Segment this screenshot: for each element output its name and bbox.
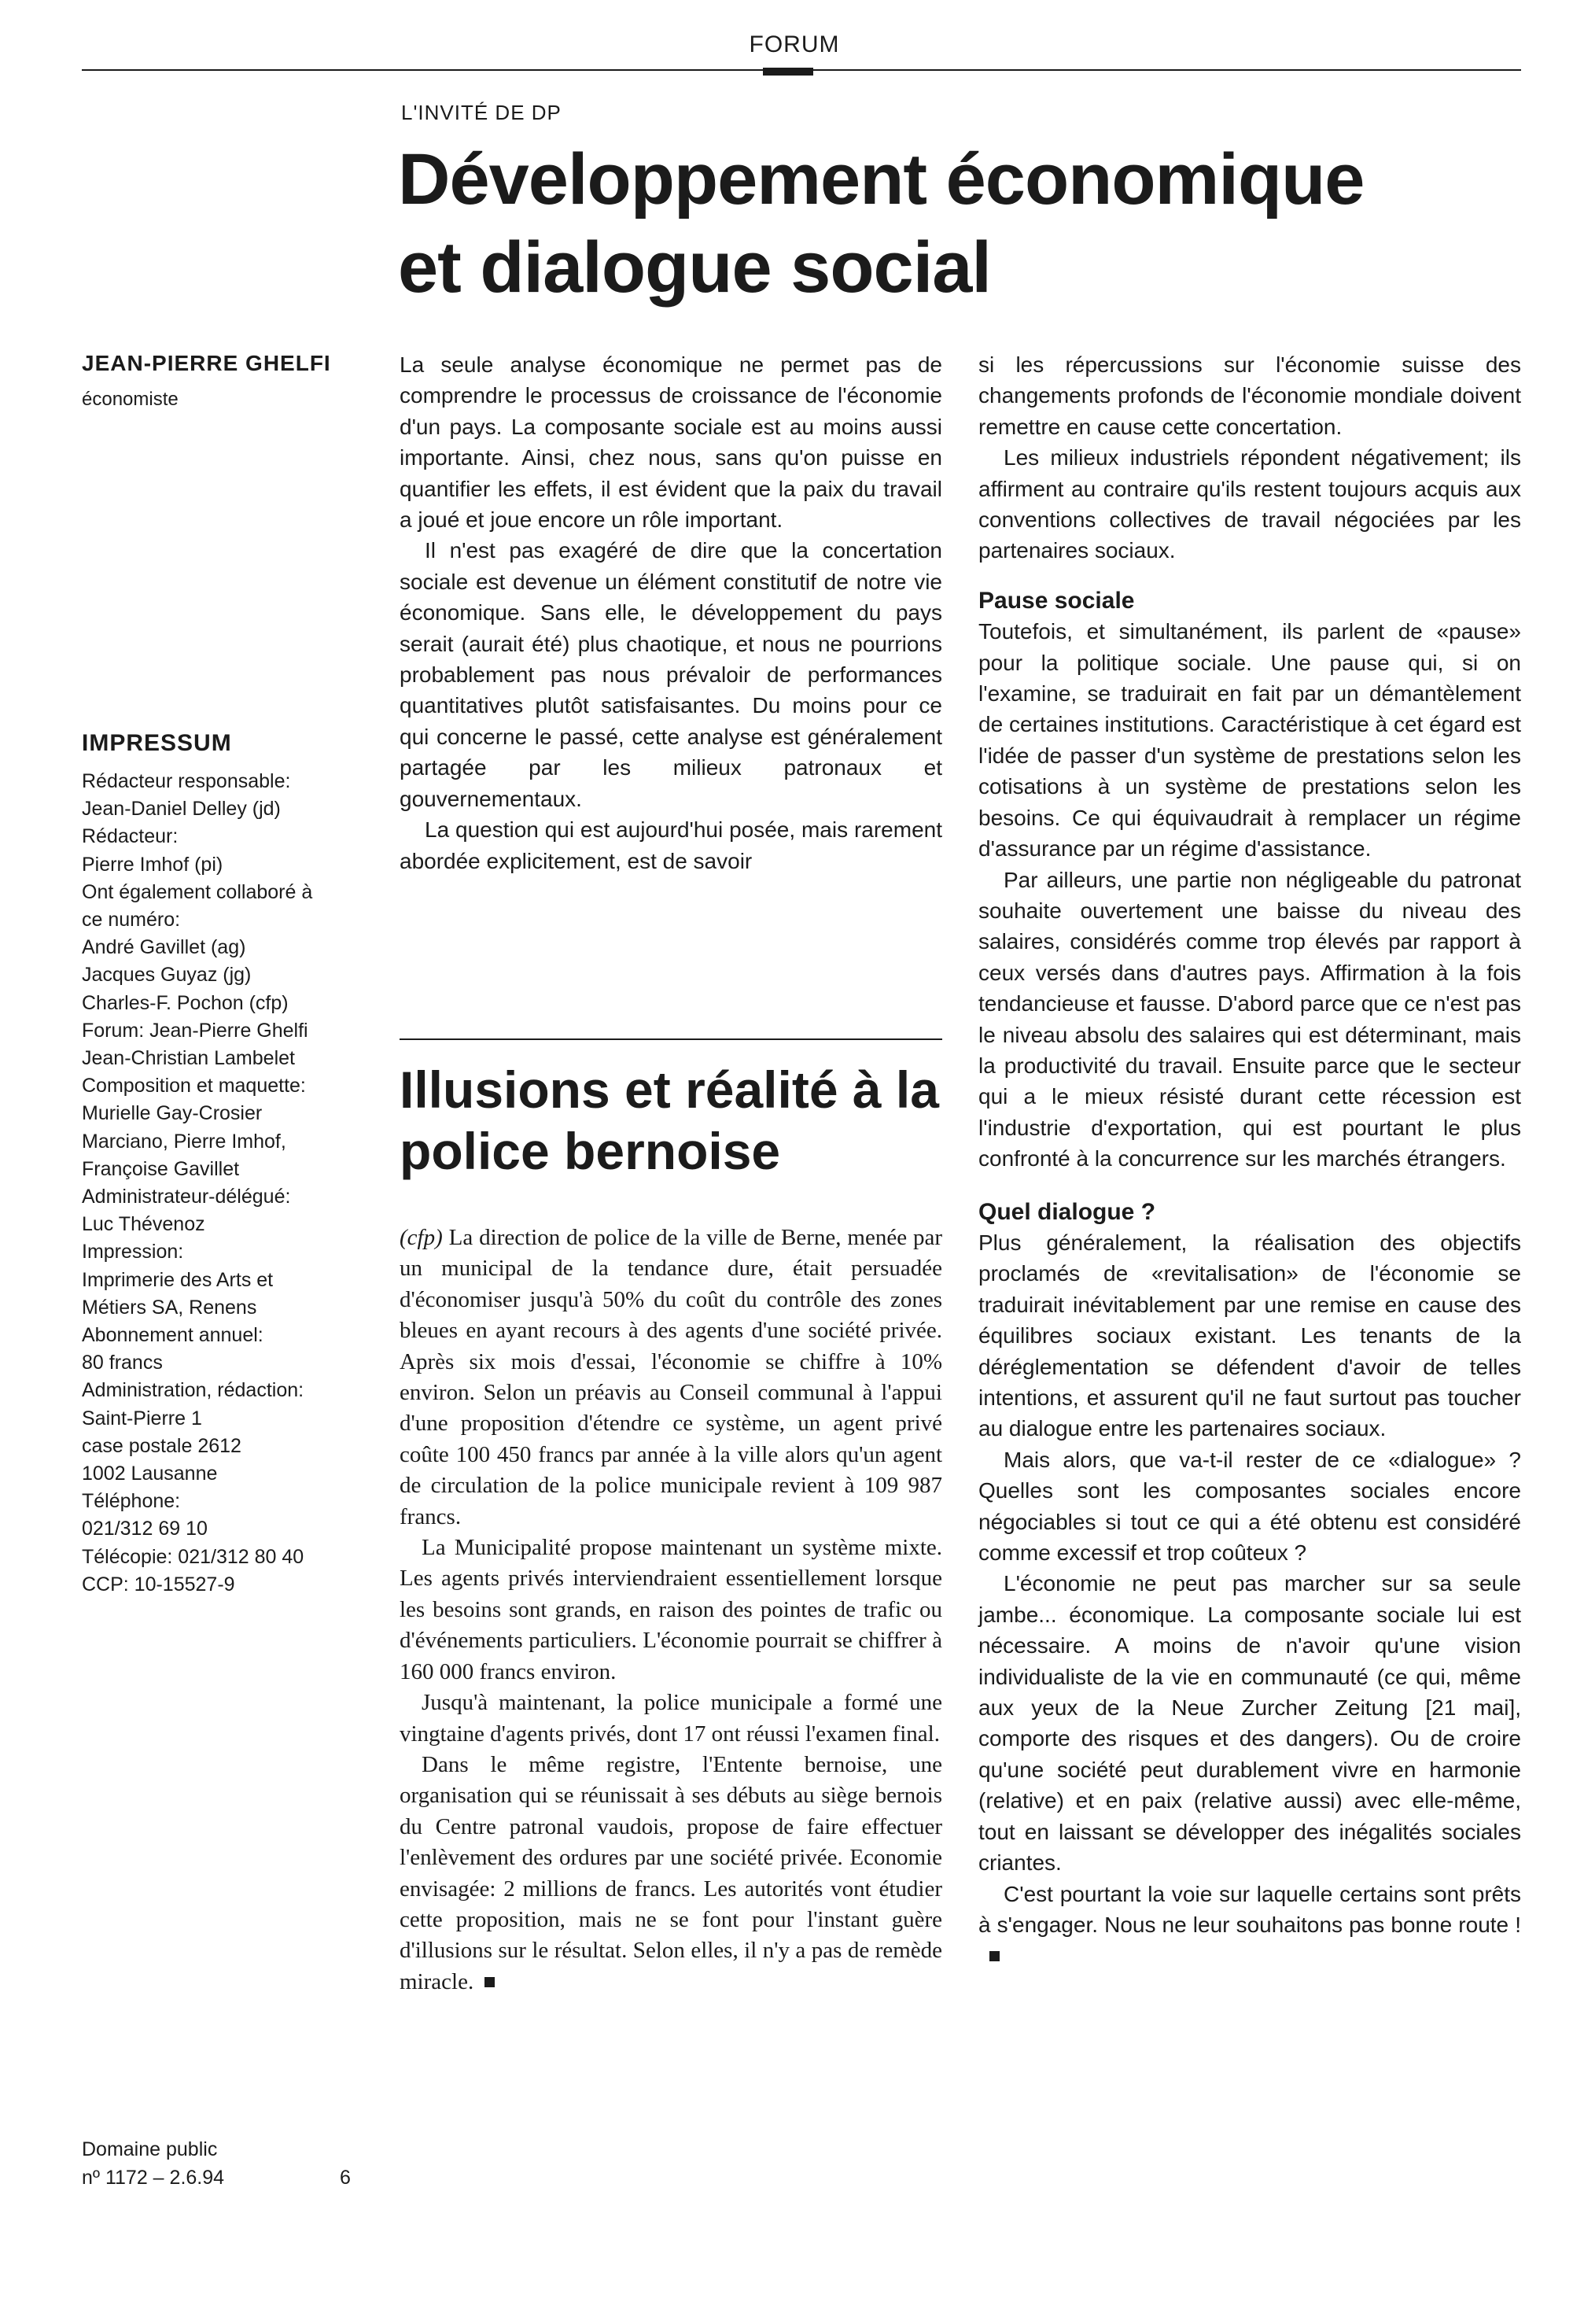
impressum-line: Luc Thévenoz	[82, 1213, 205, 1236]
paragraph-text: La direction de police de la ville de Berne, menée par un municipal de la tendance dure, était persuadée d'économiser jusqu'à 50% du coût du contrôle des zones bleues en ayant recours à des agents d'une société privée. Après six mois d'essai, l'économie se chiffre à 10% environ. Selon un préavis au Conseil communal à l'appui d'une proposition d'étendre ce système, un agent privé coûte 100 450 francs par année à la ville alors qu'un agent de circulation de la police municipale revient à 109 987 francs.	[400, 1225, 942, 1529]
paragraph: Par ailleurs, une partie non négligeable du patronat souhaite ouvertement une baisse du niveau des salaires, considérés comme trop élevés par rapport à ceux versés dans d'autres pays. Affirmation à la fois tendancieuse et fausse. D'abord parce que ce n'est pas le niveau absolu des salaires qui est déterminant, mais la productivité du travail. Ensuite parce que le secteur qui a le mieux résisté durant cette récession est l'industrie d'exportation, qui est pourtant le plus confronté à la concurrence sur les marchés étrangers.	[978, 867, 1521, 1171]
impressum-line: 80 francs	[82, 1352, 163, 1374]
impressum-line: Françoise Gavillet	[82, 1157, 240, 1180]
paragraph: L'économie ne peut pas marcher sur sa seule jambe... économique. La composante sociale lui est nécessaire. A moins de n'avoir qu'une vision individualiste de la vie en communauté (ce qui, même aux yeux de la Neue Zurcher Zeitung [21 mai], comporte des risques et des dangers). Ou de croire qu'une société peut durablement vivre en harmonie (relative) et en paix (relative aussi) avec elle-même, tout en laissant se développer des inégalités sociales criantes.	[978, 1571, 1521, 1876]
paragraph: La Municipalité propose maintenant un système mixte. Les agents privés interviendraient essentiellement lorsque les besoins sont grands, en raison des pointes de trafic ou d'événements particuliers. L'économie pourrait se chiffrer à 160 000 francs environ.	[400, 1535, 942, 1684]
footer-issue: nº 1172 – 2.6.94	[82, 2167, 225, 2189]
impressum-line: Jean-Daniel Delley (jd)	[82, 798, 281, 821]
paragraph	[400, 1223, 942, 1533]
paragraph: Jusqu'à maintenant, la police municipale a formé une vingtaine d'agents privés, dont 17 ont réussi l'examen final.	[400, 1690, 942, 1747]
section-divider	[400, 1038, 942, 1040]
impressum-line: Administration, rédaction:	[82, 1379, 304, 1402]
article-title: Développement économique et dialogue social	[398, 139, 1365, 308]
spacer	[978, 1175, 1521, 1197]
impressum-line: Jacques Guyaz (jg)	[82, 964, 252, 987]
impressum-line: Pierre Imhof (pi)	[82, 853, 223, 876]
impressum-line: Rédacteur:	[82, 825, 179, 848]
end-mark-icon	[989, 1951, 1000, 1961]
subhead-pause-sociale: Pause sociale	[978, 587, 1135, 614]
impressum-line: Jean-Christian Lambelet	[82, 1047, 295, 1070]
paragraph-text: Dans le même registre, l'Entente bernoise, une organisation qui se réunissait à ses débuts au siège bernois du Centre patronal vaudois, propose de faire effectuer l'enlèvement des ordures par une société privée. Economie envisagée: 2 millions de francs. Les autorités vont étudier cette proposition, mais ne se font pour l'instant guère d'illusions sur le résultat. Selon elles, il n'y a pas de remède miracle.	[400, 1751, 942, 1994]
impressum-line: Télécopie: 021/312 80 40	[82, 1545, 304, 1568]
paragraph: Toutefois, et simultanément, ils parlent de «pause» pour la politique sociale. Une pause qui, si on l'examine, se traduirait en fait par un démantèlement de certaines institutions. Caractéristique à cet égard est l'idée de passer d'un système de prestations selon les cotisations à un système de prestations selon les besoins. Ce qui équivaudrait à remplacer un régime d'assurance par un régime d'assistance.	[978, 619, 1521, 861]
footer-publication: Domaine public	[82, 2138, 218, 2160]
end-mark-icon	[484, 1977, 495, 1987]
impressum-line: Murielle Gay-Crosier	[82, 1102, 263, 1125]
brief-title: Illusions et réalité à la police bernoise	[400, 1061, 939, 1180]
impressum-line: 021/312 69 10	[82, 1518, 208, 1540]
paragraph	[400, 1750, 942, 1998]
article-column-3	[978, 349, 1521, 1972]
impressum-line: Marciano, Pierre Imhof,	[82, 1130, 286, 1153]
header-rule-tab	[763, 68, 813, 76]
impressum-line: case postale 2612	[82, 1434, 241, 1457]
byline: (cfp)	[400, 1225, 443, 1250]
page-number: 6	[340, 2167, 351, 2189]
paragraph: La question qui est aujourd'hui posée, mais rarement abordée explicitement, est de savoir	[400, 817, 942, 873]
paragraph: si les répercussions sur l'économie suisse des changements profonds de l'économie mondiale doivent remettre en cause cette concertation.	[978, 352, 1521, 439]
paragraph: La seule analyse économique ne permet pas de comprendre le processus de croissance de l'économie d'un pays. La composante sociale est au moins aussi importante. Ainsi, chez nous, sans qu'on puisse en quantifier les effets, il est évident que la paix du travail a joué et joue encore un rôle important.	[400, 352, 942, 533]
author-name: JEAN-PIERRE GHELFI	[82, 351, 331, 375]
impressum-line: Charles-F. Pochon (cfp)	[82, 991, 289, 1014]
impressum-line: Abonnement annuel:	[82, 1324, 263, 1347]
impressum-line: ce numéro:	[82, 909, 181, 931]
paragraph	[978, 1879, 1521, 1972]
impressum-line: Métiers SA, Renens	[82, 1296, 257, 1319]
article-kicker: L'INVITÉ DE DP	[401, 101, 562, 124]
paragraph-text: C'est pourtant la voie sur laquelle certains sont prêts à s'engager. Nous ne leur souhaitons pas bonne route !	[978, 1881, 1521, 1937]
impressum-line: Administrateur-délégué:	[82, 1186, 291, 1208]
paragraph: Mais alors, que va-t-il rester de ce «dialogue» ? Quelles sont les composantes sociales encore négociables si tout ce qui a été obtenu est considéré comme excessif et trop coûteux ?	[978, 1447, 1521, 1566]
impressum-line: Forum: Jean-Pierre Ghelfi	[82, 1019, 308, 1042]
impressum-list	[82, 768, 381, 1599]
article-column-1	[400, 349, 942, 876]
impressum-line: Rédacteur responsable:	[82, 770, 291, 792]
impressum-line: Composition et maquette:	[82, 1075, 306, 1097]
impressum-line: Saint-Pierre 1	[82, 1407, 202, 1429]
impressum-line: Imprimerie des Arts et	[82, 1268, 274, 1291]
impressum-line: André Gavillet (ag)	[82, 936, 246, 959]
subhead-quel-dialogue: Quel dialogue ?	[978, 1198, 1156, 1225]
impressum-line: CCP: 10-15527-9	[82, 1573, 235, 1595]
spacer	[978, 566, 1521, 585]
paragraph: Les milieux industriels répondent négativement; ils affirment au contraire qu'ils restent toujours acquis aux conventions collectives de travail négociées par les partenaires sociaux.	[978, 445, 1521, 563]
impressum-line: Impression:	[82, 1241, 184, 1263]
impressum-title: IMPRESSUM	[82, 730, 232, 756]
paragraph: Il n'est pas exagéré de dire que la concertation sociale est devenue un élément constitutif de notre vie économique. Sans elle, le développement du pays serait (aurait été) plus chaotique, et nous ne pourrions probablement pas nous prévaloir de performances quantitatives plutôt satisfaisantes. Du moins pour ce qui concerne le passé, cette analyse est généralement partagée par les milieux patronaux et gouvernementaux.	[400, 538, 942, 811]
author-role: économiste	[82, 389, 179, 410]
impressum-line: Téléphone:	[82, 1490, 181, 1513]
section-rubric: FORUM	[749, 31, 840, 57]
impressum-line: 1002 Lausanne	[82, 1463, 218, 1485]
impressum-line: Ont également collaboré à	[82, 880, 313, 903]
paragraph: Plus généralement, la réalisation des objectifs proclamés de «revitalisation» de l'économie se traduirait inévitablement par une remise en cause des équilibres sociaux existant. Les tenants de la déréglementation se défendent d'avoir de telles intentions, et assurent qu'il ne faut surtout pas toucher au dialogue entre les partenaires sociaux.	[978, 1230, 1521, 1441]
brief-column	[400, 1223, 942, 1998]
